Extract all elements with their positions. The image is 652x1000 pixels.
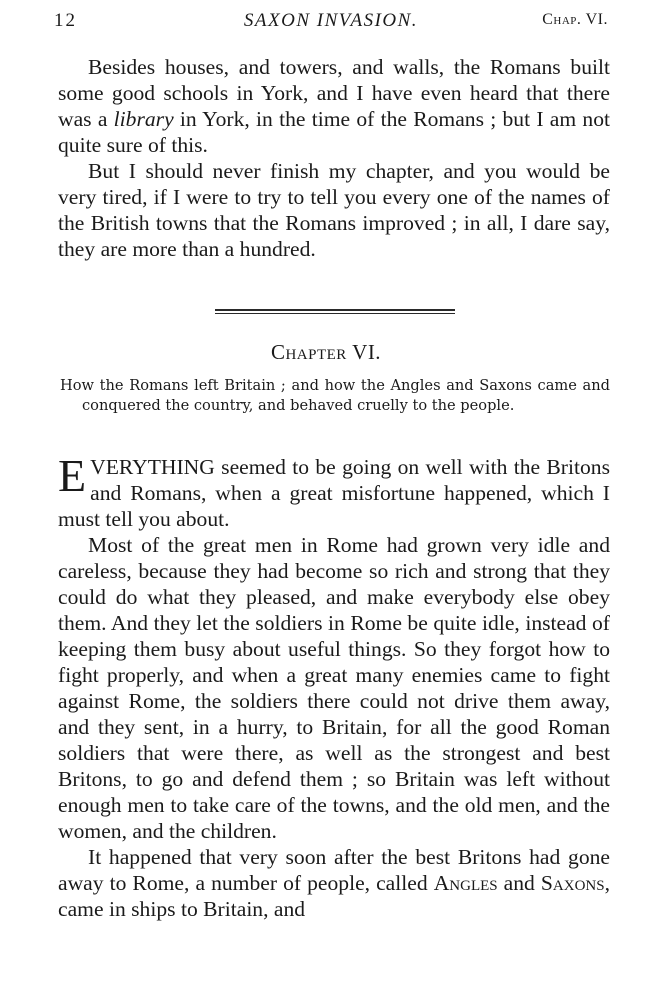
chapter-summary-text: How the Romans left Britain ; and how the Angles and Saxons came and conquered the country, and behaved cruelly to the people. [60, 377, 610, 414]
chapter-summary [60, 376, 610, 416]
chapter-heading: Chapter VI. [270, 340, 382, 364]
paragraph-text: Besides houses, and towers, and walls, the Romans built some good schools in York, and I have even heard that there was a [58, 55, 610, 131]
small-caps-word: Angles [433, 871, 498, 895]
paragraph [58, 54, 610, 158]
running-chapter: Chap. VI. [542, 11, 608, 28]
running-header [54, 10, 608, 36]
paragraph: Most of the great men in Rome had grown very idle and careless, because they had become so rich and strong that they could do what they pleased, and make everybody else obey them. And they let the soldiers in Rome be quite idle, instead of keeping them busy about useful things. So they forgot how to fight properly, and when a great many enemies came to fight against Rome, the soldiers there could not drive them away, and they sent, in a hurry, to Britain, for all the good Roman soldiers that were there, as well as the strongest and best Britons, to go and defend them ; so Britain was left without enough men to take care of the towns, and the old men, and the women, and the children. [58, 533, 610, 843]
running-title: SAXON INVASION. [243, 10, 419, 31]
paragraph-text: It happened that very soon after the best Britons had gone away to Rome, a number of people, called [58, 845, 610, 895]
paragraph-text: , came in ships to Britain, and [58, 871, 610, 921]
small-caps-word: Saxons [540, 871, 605, 895]
italic-word: library [113, 107, 174, 131]
paragraph-text: VERYTHING seemed to be going on well with the Britons and Romans, when a great misfortune happened, which I must tell you about. [58, 455, 610, 531]
paragraph-text: in York, in the time of the Romans ; but I am not quite sure of this. [58, 107, 610, 157]
page-number: 12 [54, 10, 77, 31]
drop-cap: E [58, 450, 87, 501]
paragraph: But I should never finish my chapter, and you would be very tired, if I were to try to tell you every one of the names of the British towns that the Romans improved ; in all, I dare say, they are more than a hundred. [58, 159, 610, 261]
divider-rule [215, 313, 455, 314]
paragraph [58, 844, 610, 922]
paragraph-text: and [497, 871, 541, 895]
divider-rule [215, 309, 455, 311]
previous-chapter-text [58, 54, 610, 262]
section-divider [215, 309, 455, 315]
chapter-text [58, 450, 610, 922]
paragraph [58, 450, 610, 532]
